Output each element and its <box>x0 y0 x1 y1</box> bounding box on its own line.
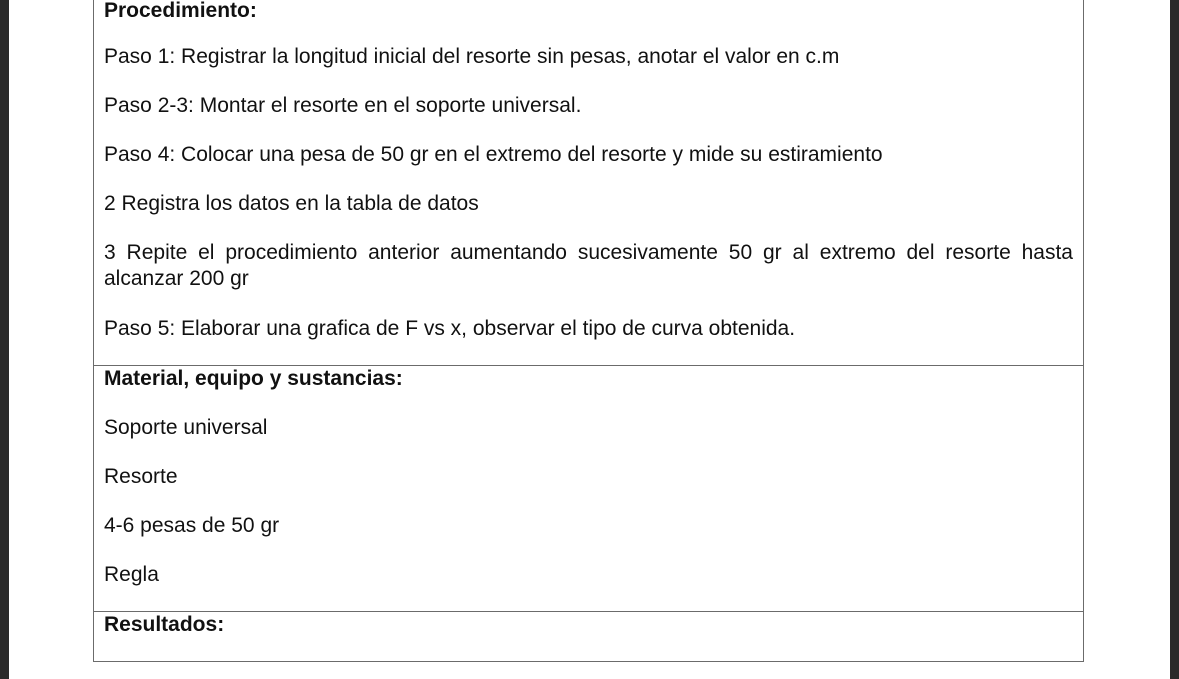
procedimiento-heading: Procedimiento: <box>104 0 257 22</box>
document-page <box>9 0 1170 679</box>
resultados-section <box>93 611 1084 662</box>
procedimiento-step-5: Paso 5: Elaborar una grafica de F vs x, observar el tipo de curva obtenida. <box>104 317 796 340</box>
material-item-resorte: Resorte <box>104 465 178 488</box>
procedimiento-section <box>93 0 1084 366</box>
material-item-regla: Regla <box>104 563 159 586</box>
material-item-pesas: 4-6 pesas de 50 gr <box>104 514 280 537</box>
material-heading: Material, equipo y sustancias: <box>104 367 403 390</box>
procedimiento-step-registra: 2 Registra los datos en la tabla de datos <box>104 192 479 215</box>
procedimiento-step-2-3: Paso 2-3: Montar el resorte en el soporte universal. <box>104 94 582 117</box>
procedimiento-step-repite: 3 Repite el procedimiento anterior aumentando sucesivamente 50 gr al extremo del resorte hasta alcanzar 200 gr <box>104 241 1073 290</box>
procedimiento-step-1: Paso 1: Registrar la longitud inicial del resorte sin pesas, anotar el valor en c.m <box>104 45 840 68</box>
resultados-heading: Resultados: <box>104 613 225 636</box>
material-item-soporte: Soporte universal <box>104 416 268 439</box>
procedimiento-step-4: Paso 4: Colocar una pesa de 50 gr en el extremo del resorte y mide su estiramiento <box>104 143 883 166</box>
material-section <box>93 365 1084 612</box>
